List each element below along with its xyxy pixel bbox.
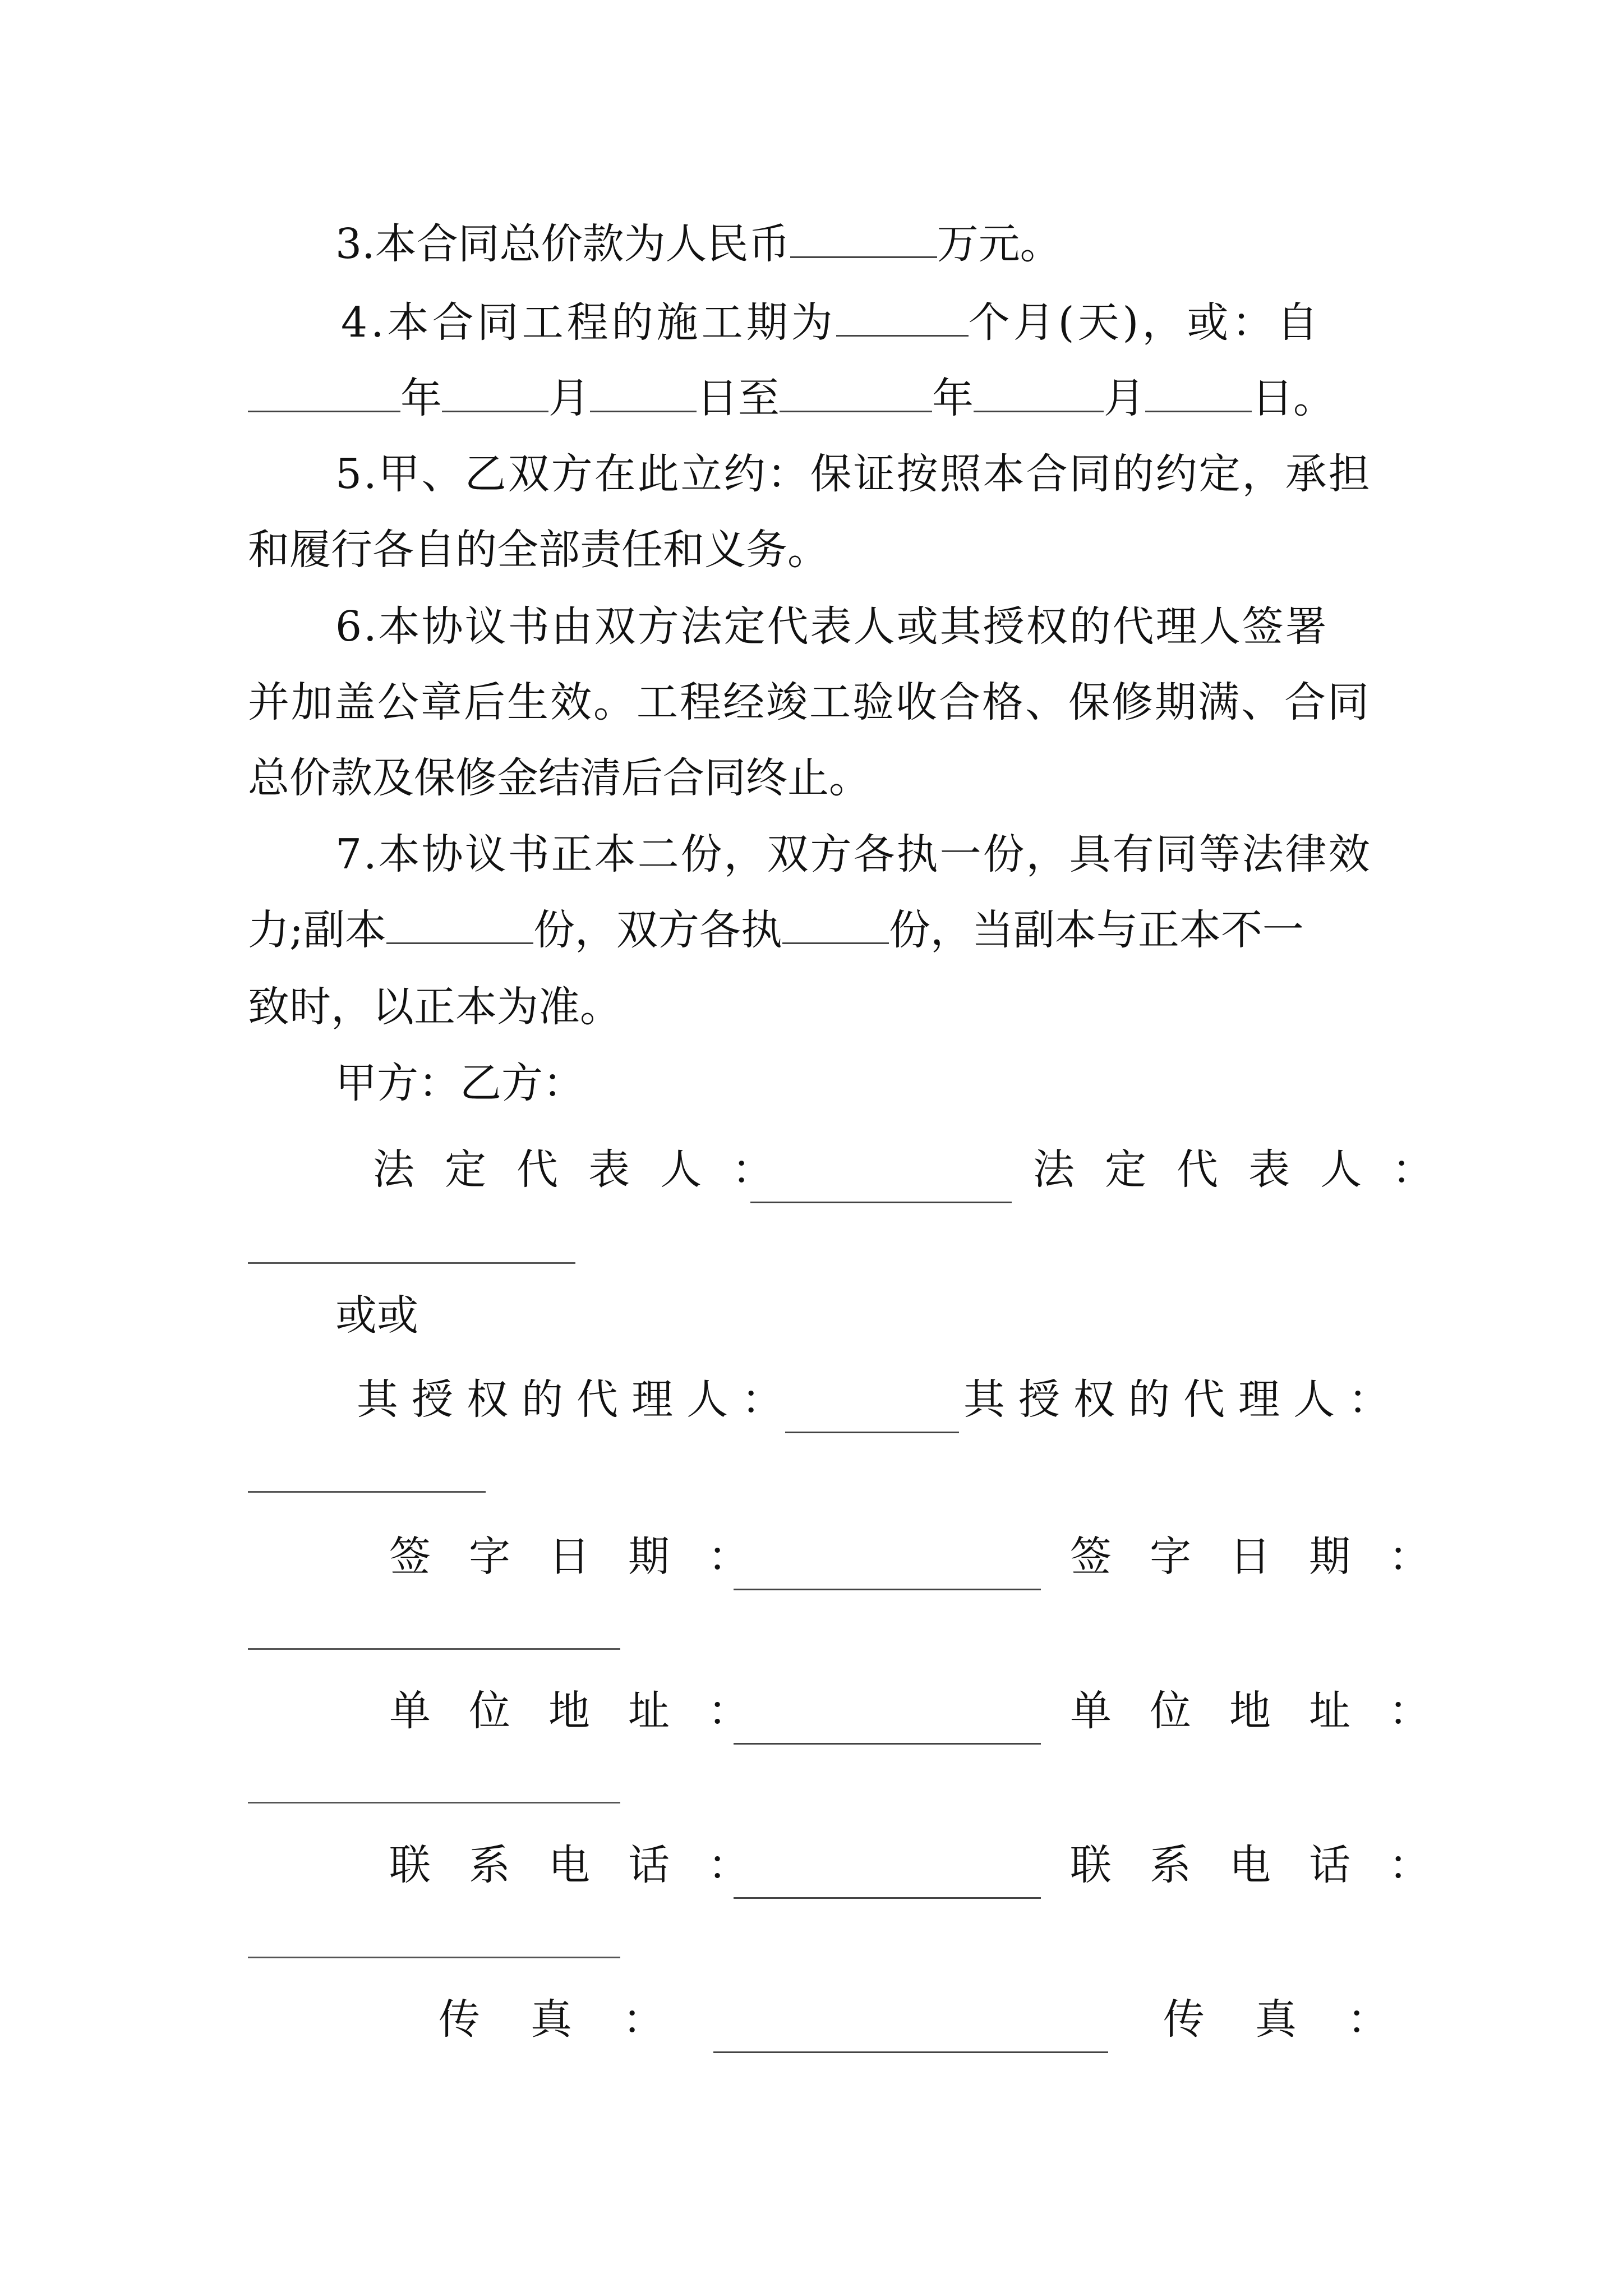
- clause-4-line-1: [341, 292, 1321, 353]
- party-b-phone-label: 联系电话：: [1070, 1841, 1468, 1889]
- clause-4-line-2: [248, 367, 1335, 429]
- or-label: 或或: [335, 1291, 418, 1340]
- clause-3-text: 3.本合同总价款为人民币: [335, 220, 790, 268]
- start-month-blank[interactable]: [442, 376, 548, 412]
- party-a-agent-field[interactable]: [785, 1397, 959, 1433]
- end-day-blank[interactable]: [1145, 376, 1252, 412]
- party-b-address-label: 单位地址：: [1070, 1687, 1468, 1735]
- party-b-agent-field[interactable]: [248, 1491, 486, 1493]
- party-a-sign-date-label: 签字日期：: [389, 1533, 787, 1581]
- party-a-phone-label: 联系电话：: [389, 1841, 787, 1889]
- end-month-blank[interactable]: [974, 376, 1104, 412]
- clause-7-line-3: 致时，以正本为准。: [248, 983, 621, 1031]
- party-a-address-label: 单位地址：: [389, 1687, 787, 1735]
- start-day-blank[interactable]: [590, 376, 697, 412]
- each-holds-blank[interactable]: [782, 908, 889, 944]
- parties-heading: 甲方：乙方：: [335, 1059, 584, 1107]
- copies-blank[interactable]: [386, 908, 533, 944]
- party-a-sign-date-field[interactable]: [734, 1554, 1041, 1590]
- party-a-fax-label: 传真：: [439, 1995, 714, 2044]
- party-b-legal-rep-label: 法定代表人：: [1033, 1145, 1464, 1194]
- day-label-2: 日。: [1252, 374, 1335, 422]
- start-year-blank[interactable]: [248, 376, 400, 412]
- party-b-sign-date-label: 签字日期：: [1070, 1533, 1468, 1581]
- party-a-fax-field[interactable]: [713, 2017, 1108, 2053]
- clause-7-line-2: [248, 899, 1304, 961]
- month-label-2: 月: [1104, 374, 1145, 422]
- party-b-phone-field[interactable]: [248, 1957, 620, 1958]
- party-a-legal-rep-field[interactable]: [750, 1167, 1012, 1203]
- clause-6-line-2: 并加盖公章后生效。工程经竣工验收合格、保修期满、合同: [248, 678, 1371, 726]
- duration-blank[interactable]: [836, 300, 969, 337]
- party-b-agent-label: 其授权的代理人：: [963, 1375, 1403, 1424]
- month-label: 月: [548, 374, 590, 422]
- clause-5-line-1: 5.甲、乙双方在此立约：保证按照本合同的约定，承担: [335, 450, 1372, 498]
- each-holds-label: 份，双方各执: [533, 906, 782, 954]
- clause-3: [335, 213, 1062, 275]
- party-b-sign-date-field[interactable]: [248, 1648, 620, 1650]
- year-label-2: 年: [932, 374, 974, 422]
- party-b-address-field[interactable]: [248, 1802, 620, 1803]
- clause-6-line-1: 6.本协议书由双方法定代表人或其授权的代理人签署: [335, 602, 1329, 651]
- day-to-label: 日至: [697, 374, 780, 422]
- party-b-fax-label: 传真：: [1163, 1995, 1439, 2044]
- copies-label: 力;副本: [248, 906, 386, 954]
- year-label: 年: [400, 374, 442, 422]
- copies-tail: 份，当副本与正本不一: [888, 906, 1304, 954]
- party-b-legal-rep-field[interactable]: [248, 1262, 575, 1264]
- party-a-agent-label: 其授权的代理人：: [357, 1375, 796, 1424]
- clause-4-text: 4.本合同工程的施工期为: [341, 298, 836, 347]
- clause-3-unit: 万元。: [937, 220, 1062, 268]
- clause-7-line-1: 7.本协议书正本二份，双方各执一份，具有同等法律效: [335, 830, 1372, 878]
- clause-6-line-3: 总价款及保修金结清后合同终止。: [248, 754, 870, 802]
- party-a-phone-field[interactable]: [734, 1862, 1041, 1899]
- clause-5-line-2: 和履行各自的全部责任和义务。: [248, 526, 829, 574]
- end-year-blank[interactable]: [780, 376, 932, 412]
- clause-4-text-2: 个月(天)，或：自: [968, 298, 1322, 347]
- price-blank[interactable]: [790, 222, 937, 258]
- party-a-legal-rep-label: 法定代表人：: [373, 1145, 804, 1194]
- party-a-address-field[interactable]: [734, 1708, 1041, 1745]
